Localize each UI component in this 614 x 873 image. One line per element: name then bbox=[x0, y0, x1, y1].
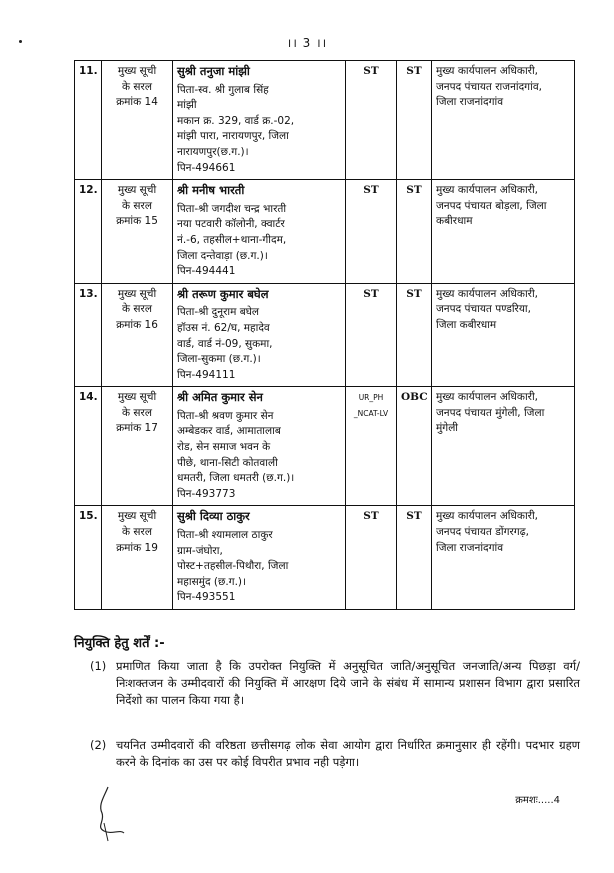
reference-line: मुख्य सूची bbox=[117, 510, 157, 523]
candidate-detail-line: पिन-493551 bbox=[177, 591, 236, 604]
reference-cell bbox=[102, 61, 173, 180]
category-cell bbox=[346, 387, 397, 506]
reserved-category-cell: OBC bbox=[397, 387, 432, 506]
conditions-heading: नियुक्ति हेतु शर्तें :- bbox=[74, 636, 165, 651]
posting-office-cell bbox=[432, 180, 575, 284]
office-line: मुख्य कार्यपालन अधिकारी, bbox=[436, 184, 539, 197]
candidate-name: श्री मनीष भारती bbox=[177, 183, 245, 198]
reference-line: के सरल bbox=[122, 526, 152, 539]
candidate-detail-line: हॉउस नं. 62/घ, महादेव bbox=[177, 321, 270, 334]
candidate-detail-line: पिता-स्व. श्री गुलाब सिंह bbox=[177, 83, 269, 96]
reference-line: मुख्य सूची bbox=[117, 287, 157, 300]
condition-number: (2) bbox=[90, 738, 107, 752]
reference-line: के सरल bbox=[122, 303, 152, 316]
reserved-category-cell: ST bbox=[397, 283, 432, 387]
candidate-detail-line: महासमुंद (छ.ग.)। bbox=[177, 575, 246, 588]
reserved-category-cell: ST bbox=[397, 180, 432, 284]
candidate-detail-line: पिता-श्री दुनूराम बघेल bbox=[177, 306, 260, 319]
reference-line: मुख्य सूची bbox=[117, 184, 157, 197]
office-line: जिला राजनांदगांव bbox=[436, 96, 504, 109]
candidate-name: श्री तरूण कुमार बघेल bbox=[177, 286, 269, 301]
candidate-name: सुश्री दिव्या ठाकुर bbox=[177, 509, 250, 524]
office-line: जिला कबीरधाम bbox=[436, 318, 497, 331]
condition-text: प्रमाणित किया जाता है कि उपरोक्त नियुक्ति में अनुसूचित जाति/अनुसूचित जनजाति/अन्य पिछड़ा वर्ग/निःशक्तजन के उम्मीदवारों की नियुक्ति में आरक्षण दिये जाने के संबंध में सामान्य प्रशासन विभाग द्वारा प्रसारित निर्देशो का पालन किया गया है। bbox=[116, 659, 580, 707]
reference-line: के सरल bbox=[122, 80, 152, 93]
candidate-detail-line: जिला दन्तेवाड़ा (छ.ग.)। bbox=[177, 249, 268, 262]
posting-office-cell bbox=[432, 61, 575, 180]
category-cell bbox=[346, 283, 397, 387]
candidate-detail-line: जिला-सुकमा (छ.ग.)। bbox=[177, 353, 261, 366]
condition-text: चयनित उम्मीदवारों की वरिष्ठता छत्तीसगढ़ लोक सेवा आयोग द्वारा निर्धारित क्रमानुसार ही रहेंगी। पदभार ग्रहण करने के दिनांक का उस पर कोई विपरीत प्रभाव नही पड़ेगा। bbox=[116, 738, 580, 769]
candidate-detail-line: अम्बेडकर वार्ड, आमातालाब bbox=[177, 425, 281, 438]
reference-cell bbox=[102, 387, 173, 506]
handwritten-signature bbox=[90, 783, 130, 843]
candidate-detail-line: पिता-श्री श्रवण कुमार सेन bbox=[177, 409, 274, 422]
candidate-detail-line: मकान क्र. 329, वार्ड क्र.-02, bbox=[177, 114, 295, 127]
posting-office-cell bbox=[432, 387, 575, 506]
serial-number-cell: 15. bbox=[75, 506, 102, 610]
candidate-detail-line: मांझी bbox=[177, 99, 197, 112]
reserved-category-cell: ST bbox=[397, 61, 432, 180]
page-number: ।। 3 ।। bbox=[286, 36, 328, 50]
category-value: ST bbox=[363, 184, 379, 197]
reference-line: मुख्य सूची bbox=[117, 65, 157, 77]
reference-line: क्रमांक 16 bbox=[116, 318, 158, 331]
category-value: ST bbox=[363, 287, 379, 300]
office-line: मुख्य कार्यपालन अधिकारी, bbox=[436, 65, 539, 77]
category-value: ST bbox=[363, 65, 379, 77]
candidate-detail-line: पिन-494661 bbox=[177, 161, 236, 174]
office-line: मुख्य कार्यपालन अधिकारी, bbox=[436, 510, 539, 523]
office-line: जनपद पंचायत पण्डरिया, bbox=[436, 303, 531, 316]
category-value: ST bbox=[363, 510, 379, 523]
serial-number-cell: 11. bbox=[75, 61, 102, 180]
reference-line: क्रमांक 15 bbox=[116, 215, 158, 228]
candidate-detail-line: पिता-श्री श्यामलाल ठाकुर bbox=[177, 529, 273, 542]
candidate-detail-line: नया पटवारी कॉलोनी, क्वार्टर bbox=[177, 218, 285, 231]
table-row bbox=[75, 506, 575, 610]
posting-office-cell bbox=[432, 283, 575, 387]
reference-line: क्रमांक 14 bbox=[116, 96, 158, 109]
candidate-detail-line: मांझी पारा, नारायणपुर, जिला bbox=[177, 130, 289, 143]
office-line: कबीरधाम bbox=[436, 215, 473, 228]
candidate-detail-line: पोस्ट+तहसील-पिथौरा, जिला bbox=[177, 560, 289, 573]
office-line: मुख्य कार्यपालन अधिकारी, bbox=[436, 287, 539, 300]
candidate-name: श्री अमित कुमार सेन bbox=[177, 390, 263, 405]
table-row bbox=[75, 180, 575, 284]
office-line: जिला राजनांदगांव bbox=[436, 541, 504, 554]
candidate-cell bbox=[173, 61, 346, 180]
reserved-category-cell: ST bbox=[397, 506, 432, 610]
reference-line: क्रमांक 19 bbox=[116, 541, 158, 554]
category-cell bbox=[346, 180, 397, 284]
reference-cell bbox=[102, 283, 173, 387]
office-line: मुंगेली bbox=[436, 422, 459, 435]
condition-2 bbox=[90, 737, 580, 771]
table-row bbox=[75, 387, 575, 506]
candidate-detail-line: ग्राम-जंघोरा, bbox=[177, 544, 223, 557]
table-row bbox=[75, 61, 575, 180]
condition-number: (1) bbox=[90, 659, 107, 673]
appointment-table bbox=[74, 60, 575, 610]
serial-number-cell: 13. bbox=[75, 283, 102, 387]
candidate-detail-line: पिन-494441 bbox=[177, 265, 236, 278]
candidate-detail-line: धमतरी, जिला धमतरी (छ.ग.)। bbox=[177, 472, 295, 485]
office-line: जनपद पंचायत बोड़ला, जिला bbox=[436, 199, 547, 212]
condition-1 bbox=[90, 658, 580, 709]
office-line: जनपद पंचायत राजनांदगांव, bbox=[436, 80, 542, 93]
candidate-detail-line: पीछे, थाना-सिटी कोतवाली bbox=[177, 456, 278, 469]
candidate-detail-line: पिन-493773 bbox=[177, 487, 236, 500]
candidate-cell bbox=[173, 387, 346, 506]
office-line: मुख्य कार्यपालन अधिकारी, bbox=[436, 391, 539, 404]
reference-cell bbox=[102, 180, 173, 284]
candidate-detail-line: नं.-6, तहसील+थाना-गीदम, bbox=[177, 233, 287, 246]
candidate-cell bbox=[173, 506, 346, 610]
office-line: जनपद पंचायत डोंगरगढ़, bbox=[436, 526, 529, 539]
candidate-detail-line: रोड, सेन समाज भवन के bbox=[177, 441, 271, 454]
reference-cell bbox=[102, 506, 173, 610]
candidate-cell bbox=[173, 283, 346, 387]
serial-number-cell: 14. bbox=[75, 387, 102, 506]
office-line: जनपद पंचायत मुंगेली, जिला bbox=[436, 406, 545, 419]
candidate-cell bbox=[173, 180, 346, 284]
candidate-name: सुश्री तनुजा मांझी bbox=[177, 64, 250, 78]
category-cell bbox=[346, 61, 397, 180]
reference-line: के सरल bbox=[122, 406, 152, 419]
posting-office-cell bbox=[432, 506, 575, 610]
serial-number-cell: 12. bbox=[75, 180, 102, 284]
candidate-detail-line: वार्ड, वार्ड नं-09, सुकमा, bbox=[177, 337, 273, 350]
category-value: UR_PH _NCAT-LV bbox=[353, 393, 389, 418]
candidate-detail-line: नारायणपुर(छ.ग.)। bbox=[177, 145, 249, 158]
reference-line: क्रमांक 17 bbox=[116, 422, 158, 435]
candidate-detail-line: पिन-494111 bbox=[177, 368, 236, 381]
continuation-note: क्रमशः.....4 bbox=[515, 795, 560, 806]
reference-line: मुख्य सूची bbox=[117, 391, 157, 404]
candidate-detail-line: पिता-श्री जगदीश चन्द्र भारती bbox=[177, 202, 287, 215]
category-cell bbox=[346, 506, 397, 610]
reference-line: के सरल bbox=[122, 199, 152, 212]
table-row bbox=[75, 283, 575, 387]
